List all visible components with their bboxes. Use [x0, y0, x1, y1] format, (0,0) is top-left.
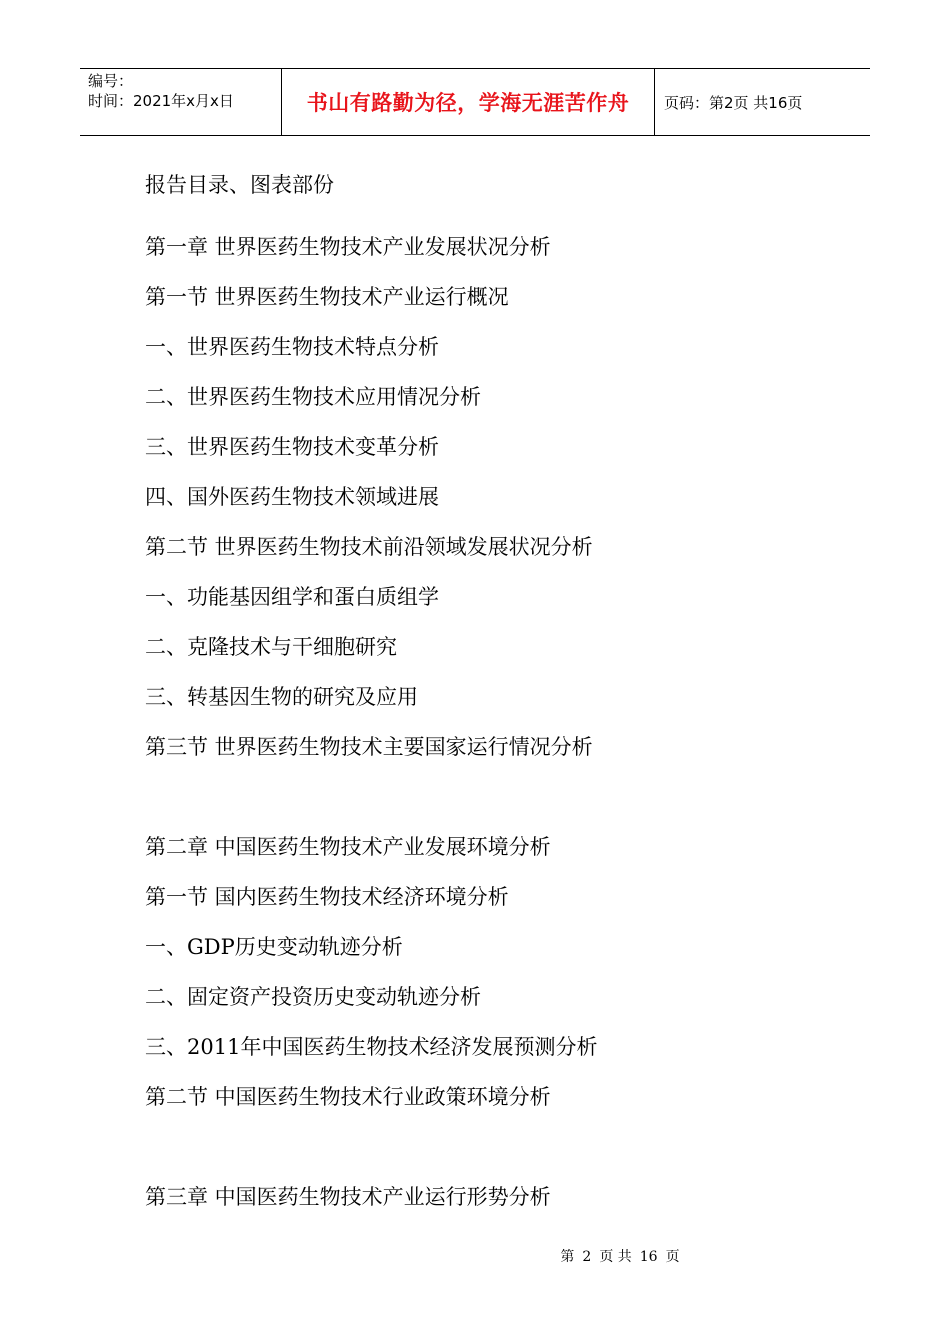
header-meta — [80, 69, 282, 135]
table-of-contents — [145, 166, 845, 1228]
toc-item: 二、固定资产投资历史变动轨迹分析 — [145, 985, 481, 1009]
toc-item: 一、功能基因组学和蛋白质组学 — [145, 585, 439, 609]
toc-section: 第二节 世界医药生物技术前沿领域发展状况分析 — [145, 535, 593, 559]
header-motto: 书山有路勤为径，学海无涯苦作舟 — [306, 90, 630, 115]
toc-chapter: 第三章 中国医药生物技术产业运行形势分析 — [145, 1185, 551, 1209]
page-footer — [0, 1246, 950, 1266]
page-header — [80, 68, 870, 136]
toc-item: 一、世界医药生物技术特点分析 — [145, 335, 439, 359]
header-page-info: 页码：第2页 共16页 — [664, 93, 803, 112]
document-time-label: 时间：2021年x月x日 — [88, 92, 234, 110]
toc-chapter: 第二章 中国医药生物技术产业发展环境分析 — [145, 835, 551, 859]
footer-current-page: 2 — [582, 1249, 592, 1265]
document-number-label: 编号： — [88, 72, 134, 90]
toc-item: 三、转基因生物的研究及应用 — [145, 685, 418, 709]
toc-chapter: 第一章 世界医药生物技术产业发展状况分析 — [145, 235, 551, 259]
toc-item: 一、GDP历史变动轨迹分析 — [145, 935, 403, 959]
toc-section: 第一节 世界医药生物技术产业运行概况 — [145, 285, 509, 309]
toc-section: 第二节 中国医药生物技术行业政策环境分析 — [145, 1085, 551, 1109]
footer-suffix: 页 — [665, 1249, 680, 1265]
toc-item: 三、世界医药生物技术变革分析 — [145, 435, 439, 459]
footer-middle: 页 共 — [599, 1249, 632, 1265]
toc-item: 二、克隆技术与干细胞研究 — [145, 635, 397, 659]
footer-total-pages: 16 — [639, 1249, 658, 1265]
toc-section: 第三节 世界医药生物技术主要国家运行情况分析 — [145, 735, 593, 759]
toc-item: 二、世界医药生物技术应用情况分析 — [145, 385, 481, 409]
toc-heading: 报告目录、图表部份 — [145, 173, 334, 197]
toc-section: 第一节 国内医药生物技术经济环境分析 — [145, 885, 509, 909]
header-motto-cell — [282, 69, 655, 135]
toc-item: 四、国外医药生物技术领域进展 — [145, 485, 439, 509]
toc-item: 三、2011年中国医药生物技术经济发展预测分析 — [145, 1035, 598, 1059]
footer-prefix: 第 — [560, 1249, 575, 1265]
